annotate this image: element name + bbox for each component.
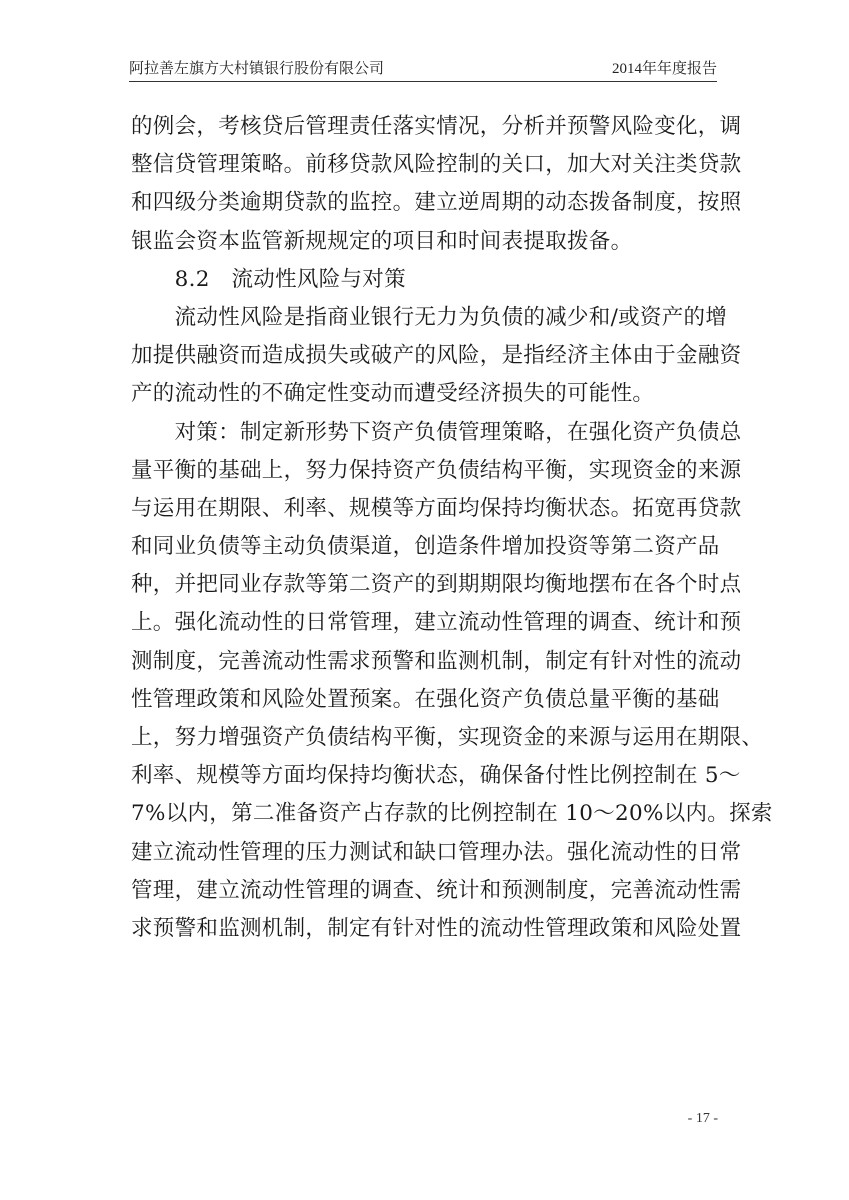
text-line: 利率、规模等方面均保持均衡状态，确保备付性比例控制在 5～ (131, 763, 741, 789)
text-line: 上，努力增强资产负债结构平衡，实现资金的来源与运用在期限、 (131, 725, 764, 750)
text-line: 对策：制定新形势下资产负债管理策略，在强化资产负债总 (131, 419, 742, 445)
text-line: 种，并把同业存款等第二资产的到期期限均衡地摆布在各个时点 (131, 572, 742, 598)
text-line: 8.2 流动性风险与对策 (131, 266, 406, 292)
text-line: 的例会，考核贷后管理责任落实情况，分析并预警风险变化，调 (131, 114, 742, 139)
text-line: 量平衡的基础上，努力保持资产负债结构平衡，实现资金的来源 (131, 457, 742, 483)
text-line: 和四级分类逾期贷款的监控。建立逆周期的动态拨备制度，按照 (131, 190, 742, 216)
text-line: 上。强化流动性的日常管理，建立流动性管理的调查、统计和预 (131, 610, 742, 636)
text-line: 整信贷管理策略。前移贷款风险控制的关口，加大对关注类贷款 (131, 152, 742, 178)
text-line: 加提供融资而造成损失或破产的风险，是指经济主体由于金融资 (131, 343, 742, 369)
text-line: 产的流动性的不确定性变动而遭受经济损失的可能性。 (131, 381, 655, 407)
text-line: 求预警和监测机制，制定有针对性的流动性管理政策和风险处置 (131, 915, 742, 941)
text-line: 流动性风险是指商业银行无力为负债的减少和/或资产的增 (131, 304, 728, 330)
header-company-name: 阿拉善左旗方大村镇银行股份有限公司 (129, 61, 385, 77)
body-text (131, 108, 773, 948)
text-line: 7%以内，第二准备资产占存款的比例控制在 10～20%以内。探索 (131, 801, 773, 827)
page-header (129, 58, 717, 80)
text-line: 测制度，完善流动性需求预警和监测机制，制定有针对性的流动 (131, 648, 742, 674)
header-report-title: 2014年年度报告 (611, 61, 717, 77)
text-line: 管理，建立流动性管理的调查、统计和预测制度，完善流动性需 (131, 877, 742, 903)
text-line: 性管理政策和风险处置预案。在强化资产负债总量平衡的基础 (131, 686, 720, 712)
page-number: - 17 - (687, 1111, 718, 1126)
text-line: 建立流动性管理的压力测试和缺口管理办法。强化流动性的日常 (131, 839, 742, 865)
text-line: 与运用在期限、利率、规模等方面均保持均衡状态。拓宽再贷款 (131, 495, 742, 521)
text-line: 银监会资本监管新规规定的项目和时间表提取拨备。 (131, 228, 633, 254)
text-line: 和同业负债等主动负债渠道，创造条件增加投资等第二资产品 (131, 534, 720, 560)
header-divider (129, 81, 717, 82)
